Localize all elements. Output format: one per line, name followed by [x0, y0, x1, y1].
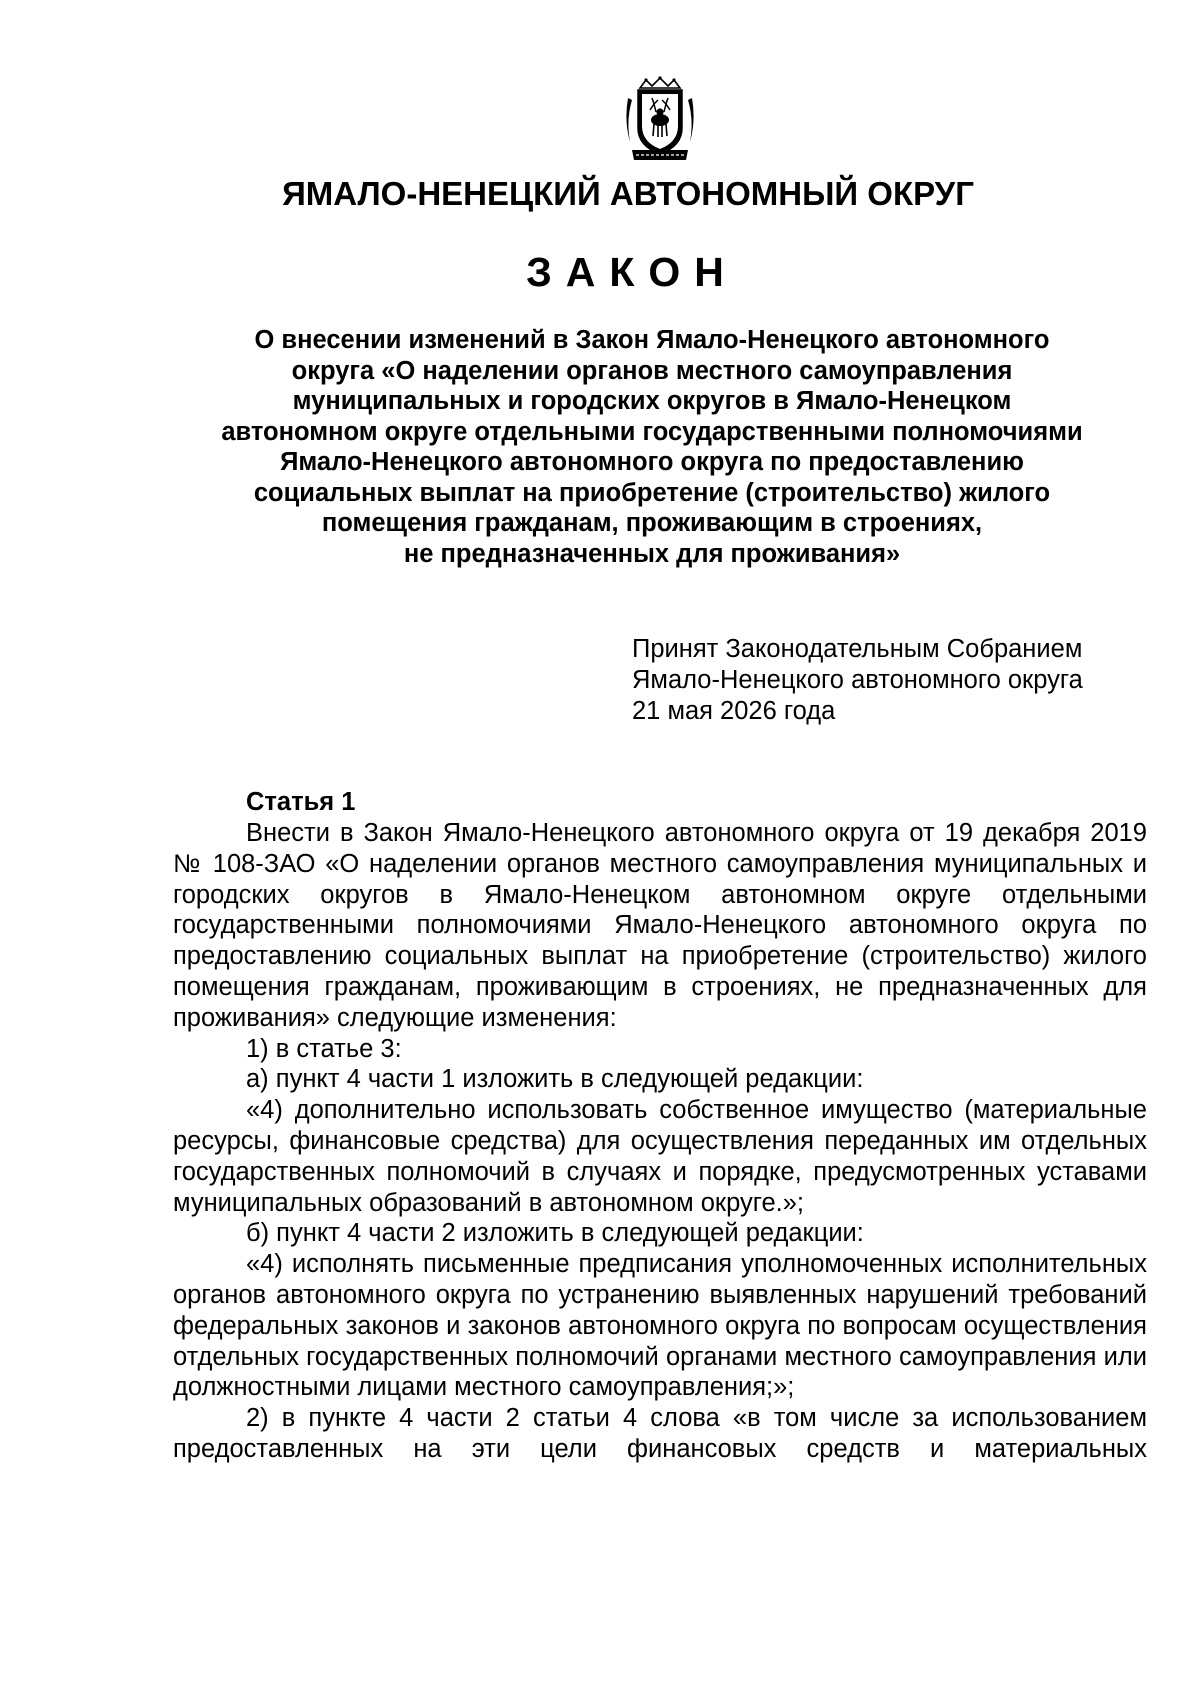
- law-title-line: Ямало-Ненецкого автономного округа по предоставлению: [280, 448, 1024, 476]
- article-paragraph: 1) в статье 3:: [246, 1034, 402, 1063]
- law-title-line: социальных выплат на приобретение (строительство) жилого: [253, 478, 1051, 507]
- article-heading: Статья 1: [246, 788, 356, 816]
- law-title-line: автономном округе отдельными государственными полномочиями: [221, 417, 1083, 446]
- region-name: ЯМАЛО-НЕНЕЦКИЙ АВТОНОМНЫЙ ОКРУГ: [282, 175, 974, 212]
- law-title-line: помещения гражданам, проживающим в строениях,: [321, 509, 983, 537]
- law-title-line: округа «О наделении органов местного самоуправления: [291, 356, 1013, 385]
- law-title-line: муниципальных и городских округов в Ямало-Ненецком: [292, 387, 1012, 415]
- law-title-line: не предназначенных для проживания»: [403, 539, 901, 568]
- document-type: ЗАКОН: [526, 249, 738, 295]
- article-paragraph: 2) в пункте 4 части 2 статьи 4 слова «в том числе за использованием предоставленных на эти цели финансовых средств и материальных: [173, 1404, 1147, 1463]
- adoption-line: Принят Законодательным Собранием: [632, 635, 1083, 663]
- law-title-line: О внесении изменений в Закон Ямало-Ненецкого автономного: [254, 326, 1050, 354]
- article-body: [173, 818, 1147, 1465]
- adoption-note: [632, 634, 1083, 727]
- coat-of-arms-emblem: [620, 76, 700, 166]
- article-paragraph: б) пункт 4 части 2 изложить в следующей редакции:: [246, 1219, 864, 1248]
- adoption-line: Ямало-Ненецкого автономного округа: [632, 666, 1083, 694]
- adoption-date: 21 мая 2026 года: [632, 697, 836, 725]
- law-title: [172, 325, 1132, 569]
- article-paragraph: «4) дополнительно использовать собственное имущество (материальные ресурсы, финансовые средства) для осуществления переданных им отдельных государственных полномочий в случаях и порядке, предусмотренных уставами муниципальных образований в автономном округе.»;: [173, 1096, 1147, 1217]
- article-paragraph: «4) исполнять письменные предписания уполномоченных исполнительных органов автономного округа по устранению выявленных нарушений требований федеральных законов и законов автономного округа по вопросам осуществления отдельных государственных полномочий органами местного самоуправления или должностными лицами местного самоуправления;»;: [173, 1250, 1147, 1402]
- article-paragraph: а) пункт 4 части 1 изложить в следующей редакции:: [246, 1065, 864, 1094]
- article-paragraph: Внести в Закон Ямало-Ненецкого автономного округа от 19 декабря 2019 № 108-ЗАО «О наделении органов местного самоуправления муниципальных и городских округов в Ямало-Ненецком автономном округе отдельными государственными полномочиями Ямало-Ненецкого автономного округа по предоставлению социальных выплат на приобретение (строительство) жилого помещения гражданам, проживающим в строениях, не предназначенных для проживания» следующие изменения:: [173, 819, 1147, 1032]
